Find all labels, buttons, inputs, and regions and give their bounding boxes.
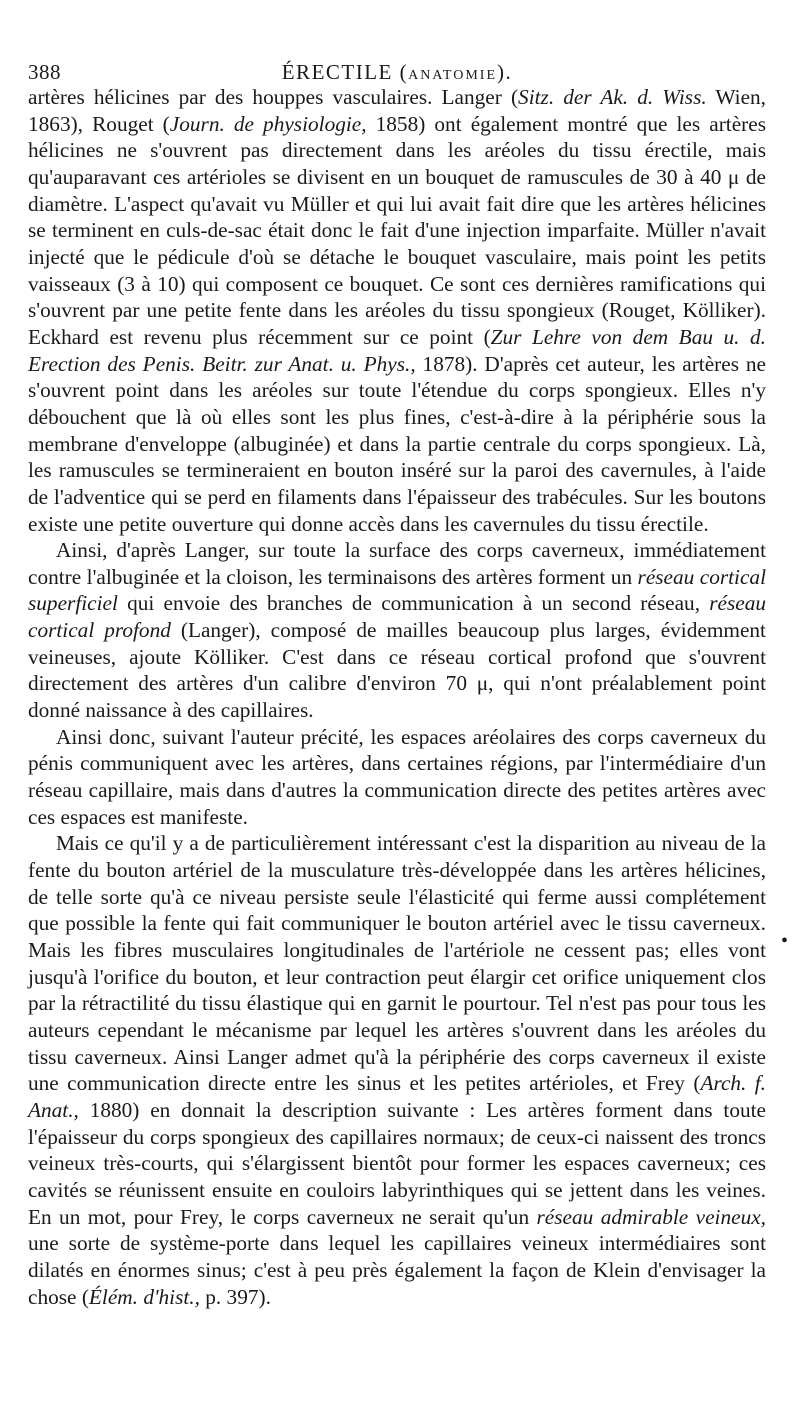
italic-citation: Sitz. der Ak. d. Wiss. [518, 85, 707, 109]
text-run: 1858) ont également montré que les artères hélicines ne s'ouvrent pas directement dans les aréoles du tissu érectile, mais qu'auparavant ces artérioles se divisent en un bouquet de ramuscules de 30 à 40 μ de diamètre. L'aspect qu'avait vu Müller et qui lui avait fait dire que les artères hélicines se terminent en culs-de-sac était donc le fait d'une injection imparfaite. Müller n'avait injecté que le pédicule d'où se détache le bouquet vasculaire, mais point les petits vaisseaux (3 à 10) qui composent ce bouquet. Ce sont ces dernières ramifications qui s'ouvrent par une petite fente dans les aréoles du tissu spongieux (Rouget, Kölliker). Eckhard est revenu plus récemment sur ce point ( [28, 111, 766, 349]
italic-citation: réseau admirable veineux, [536, 1204, 766, 1229]
italic-citation: Zur Lehre von dem Bau u. d. Erection des Penis. Beitr. zur Anat. u. Phys., [28, 324, 766, 376]
italic-citation: Arch. f. Anat., [28, 1071, 766, 1122]
running-head-subtitle: ANATOMIE [408, 68, 497, 83]
italic-citation: Élém. d'hist., [88, 1284, 200, 1309]
text-run: p. 397). [199, 1284, 271, 1309]
page-header [28, 40, 766, 84]
text-run: une sorte de système-porte dans lequel les capillaires veineux intermédiaires sont dilatés en énormes sinus; c'est à peu près également la façon de Klein d'envisager la chose ( [28, 1231, 766, 1309]
running-head [28, 60, 766, 85]
text-run: Wien, 1863), Rouget ( [28, 85, 766, 136]
italic-citation: réseau cortical profond [28, 591, 766, 643]
text-run: (Langer), composé de mailles beaucoup plus larges, évidemment veineuses, ajoute Kölliker. C'est dans ce réseau cortical profond que s'ouvrent directement des artères d'un calibre d'environ 70 μ, qui n'ont préalablement point donné naissance à des capillaires. [28, 618, 766, 723]
body-text [28, 84, 766, 1310]
running-head-close: ). [497, 60, 513, 84]
text-run: Ainsi donc, suivant l'auteur précité, les espaces aréolaires des corps caverneux du pénis communiquent avec les artères, dans certaines régions, par l'intermédiaire d'un réseau capillaire, mais dans d'autres la communication directe des petites artères avec ces espaces est manifeste. [28, 724, 766, 829]
text-run: Ainsi, d'après Langer, sur toute la surface des corps caverneux, immédiatement contre l'albuginée et la cloison, les terminaisons des artères forment un [28, 538, 766, 589]
text-run: 1880) en donnait la description suivante : Les artères forment dans toute l'épaisseur du corps spongieux des capillaires normaux; de ceux-ci naissent des troncs veineux très-courts, qui s'élargissent bientôt pour former les espaces caverneux; ces cavités se réunissent ensuite en couloirs labyrinthiques qui se jettent dans les veines. En un mot, pour Frey, le corps caverneux ne serait qu'un [28, 1097, 766, 1229]
margin-mark: • [780, 930, 788, 952]
running-head-title: ÉRECTILE [281, 60, 393, 84]
page-number: 388 [28, 60, 61, 84]
running-head-open: ( [392, 60, 409, 84]
text-run: Mais ce qu'il y a de particulièrement intéressant c'est la disparition au niveau de la fente du bouton artériel de la musculature très-développée dans les artères hélicines, de telle sorte qu'à ce niveau persiste seule l'élasticité qui ferme aussi complétement que possible la fente qui fait communiquer le bouton artériel avec le tissu caverneux. Mais les fibres musculaires longitudinales de l'artériole ne cessent pas; elles vont jusqu'à l'orifice du bouton, et leur contraction peut élargir cet orifice uniquement clos par la rétractilité du tissu élastique qui en garnit le pourtour. Tel n'est pas pour tous les auteurs cependant le mécanisme par lequel les artères s'ouvrent dans les aréoles du tissu caverneux. Ainsi Langer admet qu'à la périphérie des corps caverneux il existe une communication directe entre les sinus et les petites artérioles, et Frey ( [28, 831, 766, 1096]
italic-citation: réseau cortical superficiel [28, 564, 766, 616]
document-page [28, 40, 788, 1310]
paragraph [28, 537, 766, 724]
text-run: qui envoie des branches de communication à un second réseau, [117, 591, 710, 616]
text-run: 1878). D'après cet auteur, les artères ne s'ouvrent point dans les aréoles sur toute l'étendue du corps spongieux. Elles n'y débouchent que là où elles sont les plus fines, c'est-à-dire à la périphérie sous la membrane d'enveloppe (albuginée) et dans la partie centrale du corps spongieux. Là, les ramuscules se termineraient en bouton inséré sur la paroi des cavernules, à l'aide de l'adventice qui se perd en filaments dans l'épaisseur des trabécules. Sur les boutons existe une petite ouverture qui donne accès dans les cavernules du tissu érectile. [28, 351, 766, 536]
italic-citation: Journ. de physiologie, [169, 111, 367, 136]
text-run: artères hélicines par des houppes vasculaires. Langer ( [28, 85, 519, 109]
paragraph [28, 84, 766, 537]
paragraph [28, 724, 766, 831]
paragraph [28, 830, 766, 1310]
